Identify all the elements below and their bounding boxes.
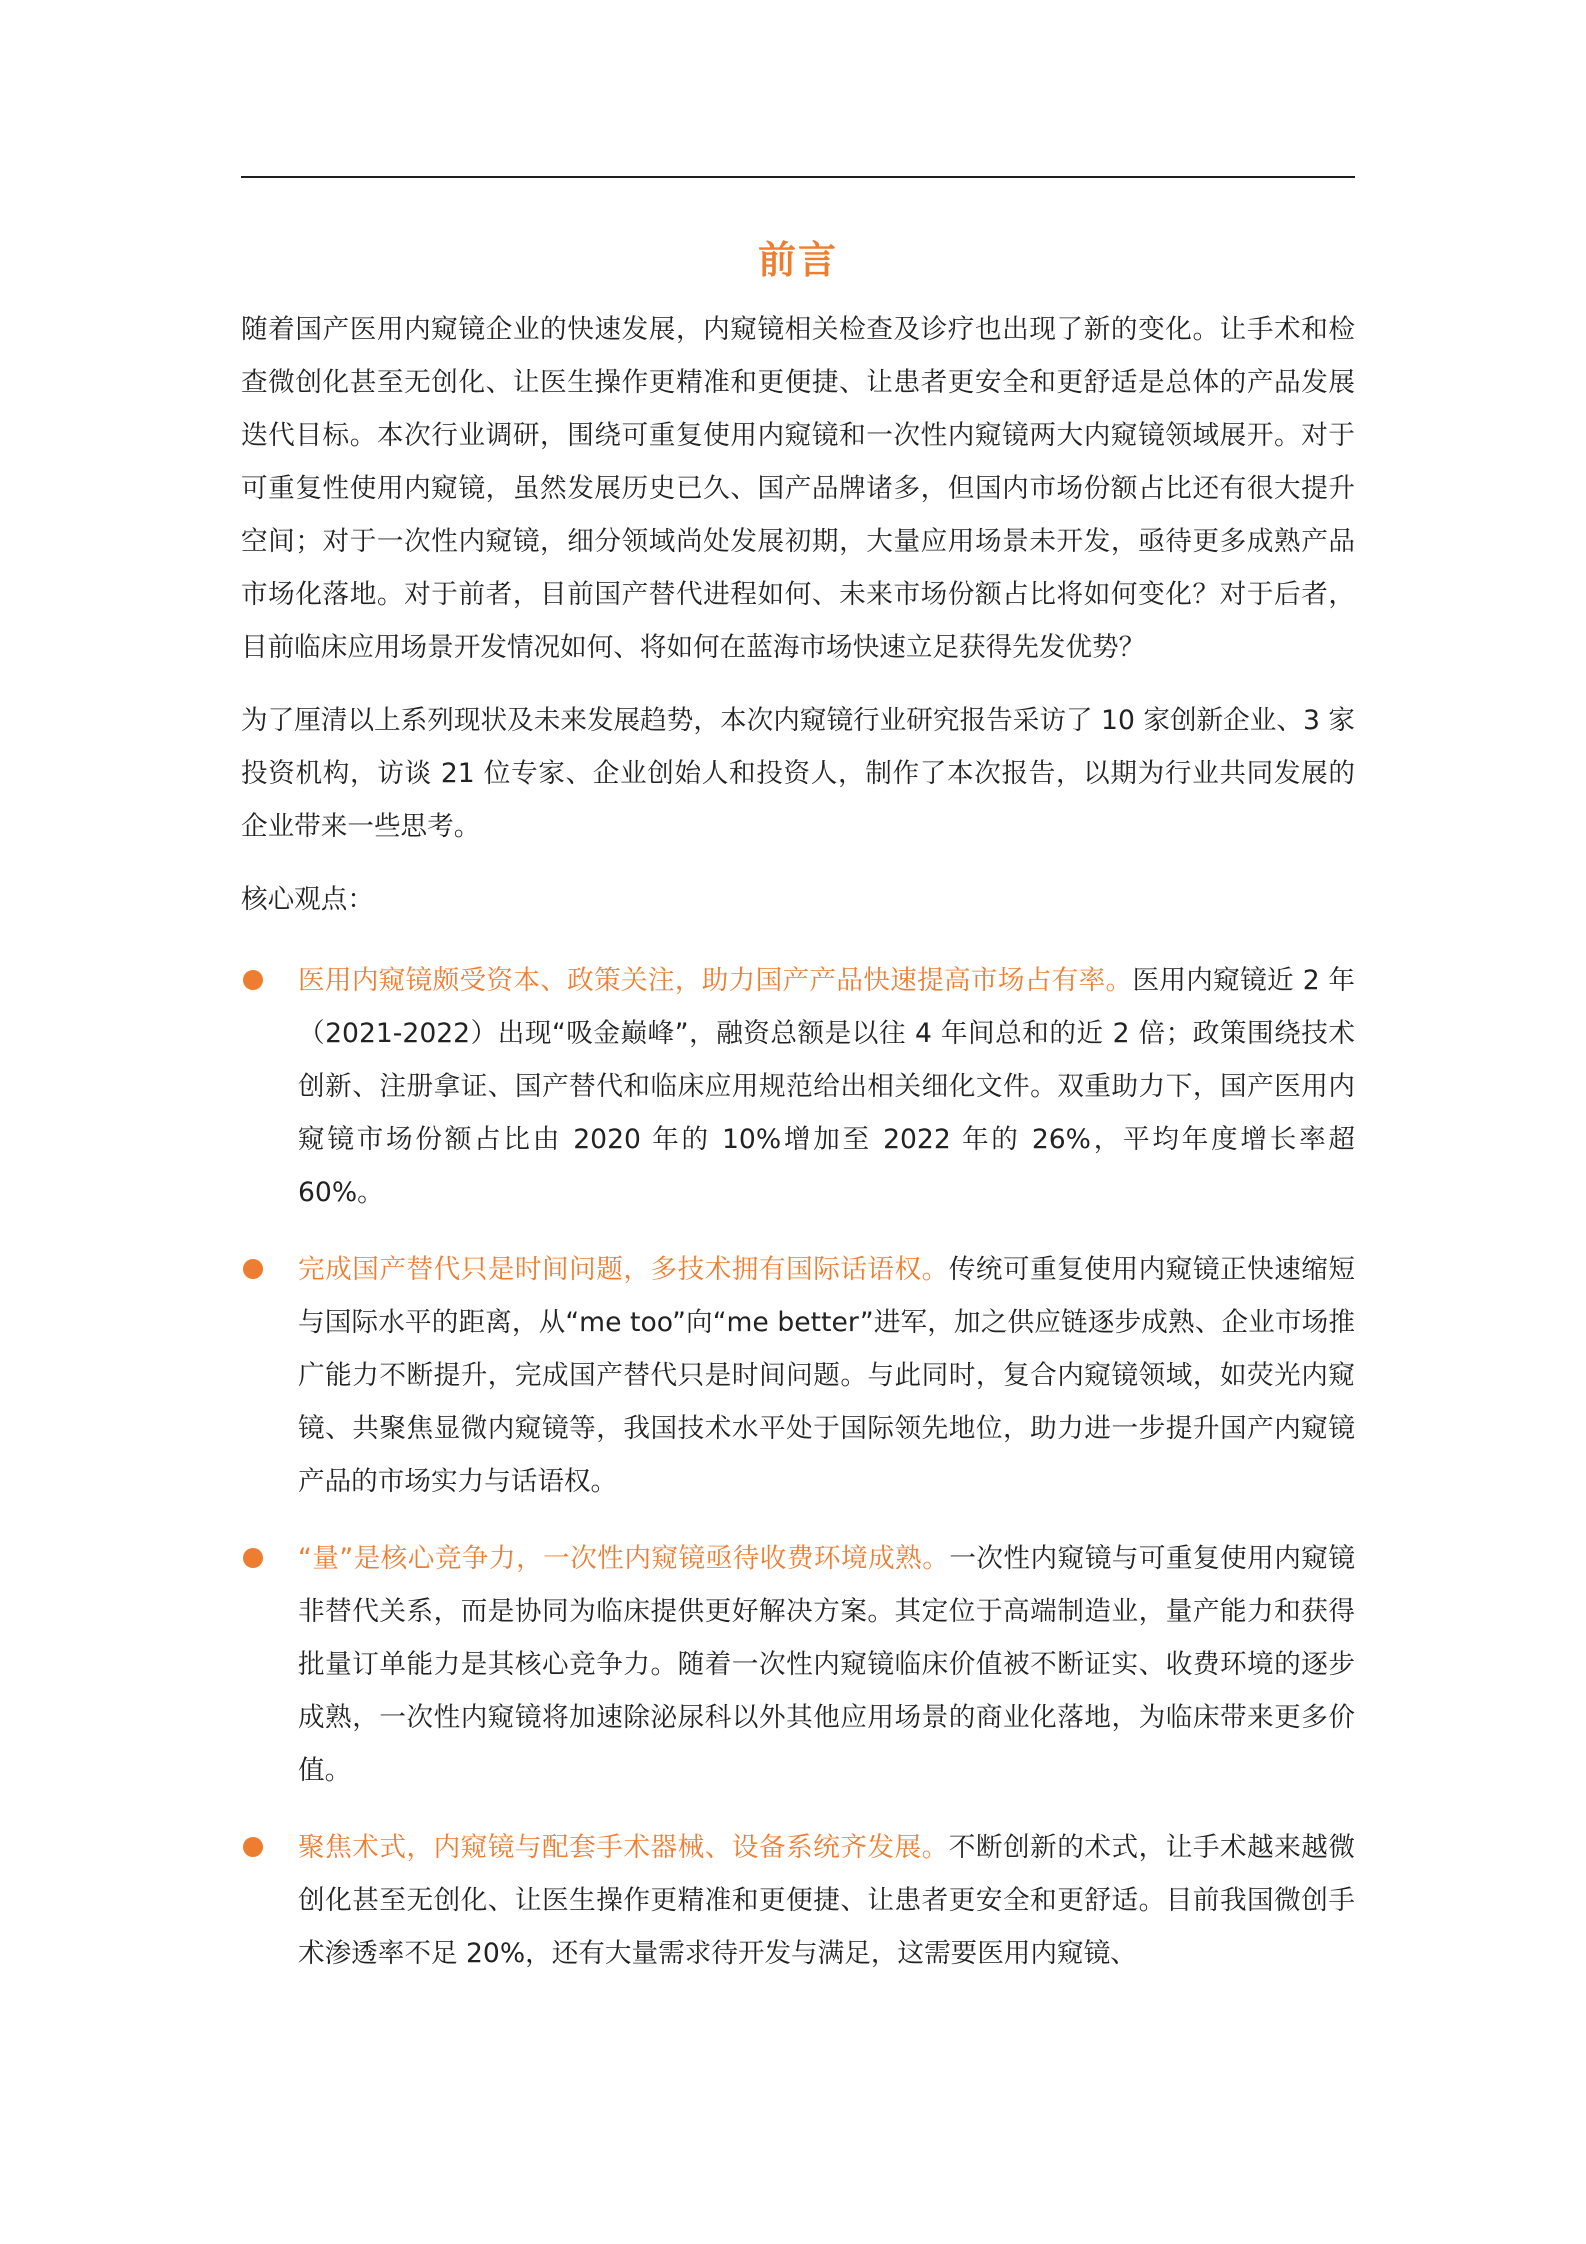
- core-point-headline: 完成国产替代只是时间问题，多技术拥有国际话语权。: [298, 1254, 949, 1285]
- intro-paragraph-2: 为了厘清以上系列现状及未来发展趋势，本次内窥镜行业研究报告采访了 10 家创新企业、3 家投资机构，访谈 21 位专家、企业创始人和投资人，制作了本次报告，以期为行业共同发展的企业带来一些思考。: [241, 705, 1355, 842]
- top-divider: [241, 176, 1355, 178]
- document-body: [241, 303, 1355, 2004]
- orange-dot-icon: [243, 1548, 263, 1568]
- intro-paragraph-1: 随着国产医用内窥镜企业的快速发展，内窥镜相关检查及诊疗也出现了新的变化。让手术和检查微创化甚至无创化、让医生操作更精准和更便捷、让患者更安全和更舒适是总体的产品发展迭代目标。本次行业调研，围绕可重复使用内窥镜和一次性内窥镜两大内窥镜领域展开。对于可重复性使用内窥镜，虽然发展历史已久、国产品牌诸多，但国内市场份额占比还有很大提升空间；对于一次性内窥镜，细分领域尚处发展初期，大量应用场景未开发，亟待更多成熟产品市场化落地。对于前者，目前国产替代进程如何、未来市场份额占比将如何变化？对于后者，目前临床应用场景开发情况如何、将如何在蓝海市场快速立足获得先发优势？: [241, 314, 1355, 663]
- orange-dot-icon: [243, 970, 263, 990]
- core-point-body: 传统可重复使用内窥镜正快速缩短与国际水平的距离，从“me too”向“me better”进军，加之供应链逐步成熟、企业市场推广能力不断提升，完成国产替代只是时间问题。与此同时，复合内窥镜领域，如荧光内窥镜、共聚焦显微内窥镜等，我国技术水平处于国际领先地位，助力进一步提升国产内窥镜产品的市场实力与话语权。: [298, 1254, 1356, 1497]
- orange-dot-icon: [243, 1259, 263, 1279]
- core-point-headline: “量”是核心竞争力，一次性内窥镜亟待收费环境成熟。: [298, 1543, 950, 1574]
- core-points-label: 核心观点：: [241, 884, 374, 915]
- core-point-4: [241, 1821, 1355, 1980]
- core-point-headline: 聚焦术式，内窥镜与配套手术器械、设备系统齐发展。: [298, 1832, 949, 1863]
- page-title: 前言: [757, 238, 838, 283]
- core-point-body: 医用内窥镜近 2 年（2021-2022）出现“吸金巅峰”，融资总额是以往 4 年间总和的近 2 倍；政策围绕技术创新、注册拿证、国产替代和临床应用规范给出相关细化文件。双重助力下，国产医用内窥镜市场份额占比由 2020 年的 10%增加至 2022 年的 26%，平均年度增长率超 60%。: [298, 965, 1356, 1208]
- core-point-2: [241, 1243, 1355, 1508]
- core-point-3: [241, 1532, 1355, 1797]
- core-point-body: 不断创新的术式，让手术越来越微创化甚至无创化、让医生操作更精准和更便捷、让患者更安全和更舒适。目前我国微创手术渗透率不足 20%，还有大量需求待开发与满足，这需要医用内窥镜、: [298, 1832, 1356, 1969]
- orange-dot-icon: [243, 1837, 263, 1857]
- core-point-headline: 医用内窥镜颇受资本、政策关注，助力国产产品快速提高市场占有率。: [298, 965, 1133, 996]
- core-point-body: 一次性内窥镜与可重复使用内窥镜非替代关系，而是协同为临床提供更好解决方案。其定位于高端制造业，量产能力和获得批量订单能力是其核心竞争力。随着一次性内窥镜临床价值被不断证实、收费环境的逐步成熟，一次性内窥镜将加速除泌尿科以外其他应用场景的商业化落地，为临床带来更多价值。: [298, 1543, 1355, 1786]
- core-point-1: [241, 954, 1355, 1219]
